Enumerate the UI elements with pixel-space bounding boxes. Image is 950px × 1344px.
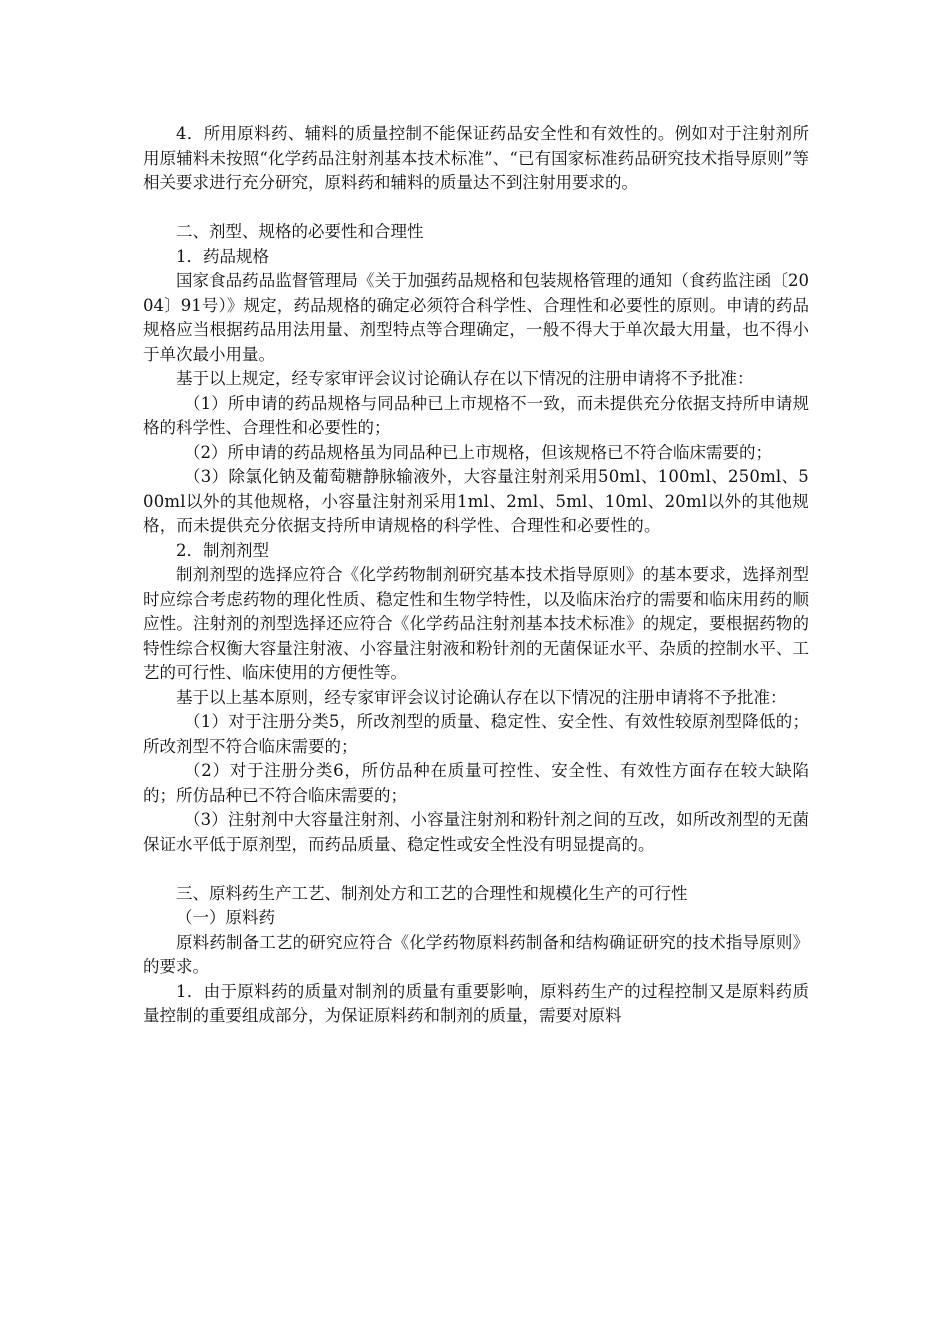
section2-heading: 二、剂型、规格的必要性和合理性 <box>176 222 424 241</box>
blank-line <box>143 857 809 882</box>
section2-sub1-item3: （3）除氯化钠及葡萄糖静脉输液外，大容量注射剂采用50ml、100ml、250ml、500ml以外的其他规格，小容量注射剂采用1ml、2ml、5ml、10ml、20ml以外的其他规格，而未提供充分依据支持所申请规格的科学性、合理性和必要性的。 <box>143 467 809 535</box>
section2-sub2-title: 2．制剂剂型 <box>176 540 269 560</box>
section3-sub1-title: （一）原料药 <box>176 908 275 927</box>
section2-sub2-para2: 基于以上基本原则，经专家审评会议讨论确认存在以下情况的注册申请将不予批准： <box>176 687 787 707</box>
section2-sub1-para1: 国家食品药品监督管理局《关于加强药品规格和包装规格管理的通知（食药监注函〔2004〕91号）》规定，药品规格的确定必须符合科学性、合理性和必要性的原则。申请的药品规格应当根据药品用法用量、剂型特点等合理确定，一般不得大于单次最大用量，也不得小于单次最小用量。 <box>143 271 809 364</box>
section2-sub2-item2: （2）对于注册分类6，所仿品种在质量可控性、安全性、有效性方面存在较大缺陷的；所仿品种已不符合临床需要的； <box>143 761 809 805</box>
section2-sub1-item2: （2）所申请的药品规格虽为同品种已上市规格，但该规格已不符合临床需要的； <box>184 442 772 462</box>
section3-heading: 三、原料药生产工艺、制剂处方和工艺的合理性和规模化生产的可行性 <box>176 883 688 903</box>
section2-sub1-para2: 基于以上规定，经专家审评会议讨论确认存在以下情况的注册申请将不予批准： <box>176 369 754 388</box>
section2-sub1-title: 1．药品规格 <box>176 246 269 266</box>
section1-item4: 4．所用原料药、辅料的质量控制不能保证药品安全性和有效性的。例如对于注射剂所用原辅料未按照“化学药品注射剂基本技术标准”、“已有国家标准药品研究技术指导原则”等相关要求进行充分研究，原料药和辅料的质量达不到注射用要求的。 <box>143 124 809 192</box>
section3-sub1-item1: 1．由于原料药的质量对制剂的质量有重要影响，原料药生产的过程控制又是原料药质量控制的重要组成部分，为保证原料药和制剂的质量，需要对原料 <box>143 981 809 1025</box>
section2-sub2-item3: （3）注射剂中大容量注射剂、小容量注射剂和粉针剂之间的互改，如所改剂型的无菌保证水平低于原剂型，而药品质量、稳定性或安全性没有明显提高的。 <box>143 810 809 854</box>
document-page <box>143 122 809 1029</box>
section2-sub1-item1: （1）所申请的药品规格与同品种已上市规格不一致，而未提供充分依据支持所申请规格的科学性、合理性和必要性的； <box>143 393 809 437</box>
section2-sub2-para1: 制剂剂型的选择应符合《化学药物制剂研究基本技术指导原则》的基本要求，选择剂型时应综合考虑药物的理化性质、稳定性和生物学特性，以及临床治疗的需要和临床用药的顺应性。注射剂的剂型选择还应符合《化学药品注射剂基本技术标准》的规定，要根据药物的特性综合权衡大容量注射液、小容量注射液和粉针剂的无菌保证水平、杂质的控制水平、工艺的可行性、临床使用的方便性等。 <box>143 565 809 682</box>
section3-sub1-para1: 原料药制备工艺的研究应符合《化学药物原料药制备和结构确证研究的技术指导原则》的要求。 <box>143 932 809 976</box>
blank-line <box>143 196 809 221</box>
section2-sub2-item1: （1）对于注册分类5，所改剂型的质量、稳定性、安全性、有效性较原剂型降低的；所改剂型不符合临床需要的； <box>143 712 809 756</box>
